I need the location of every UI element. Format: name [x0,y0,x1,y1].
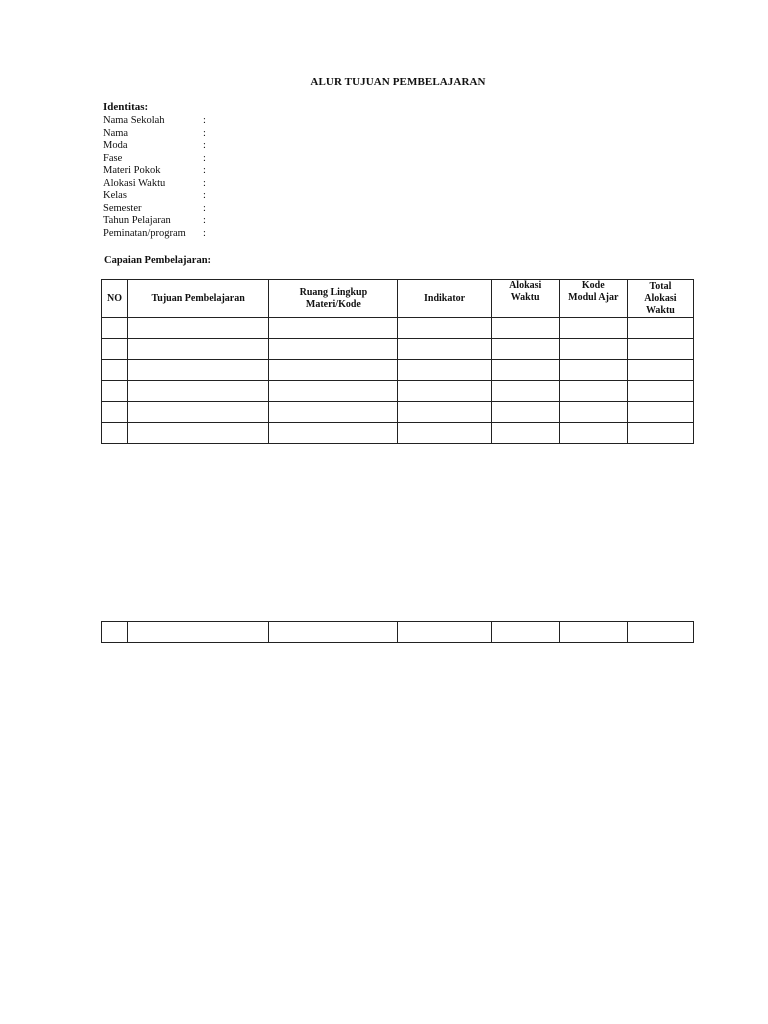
identity-colon: : [203,227,206,239]
continuation-table [101,621,694,643]
table-cell[interactable] [102,381,128,402]
table-cell[interactable] [102,339,128,360]
table-cell[interactable] [102,360,128,381]
table-cell[interactable] [128,381,269,402]
page-title: ALUR TUJUAN PEMBELAJARAN [310,76,486,88]
table-cell[interactable] [491,339,559,360]
header-line: Total [649,280,672,292]
header-no [102,280,128,318]
identity-colon: : [203,215,206,226]
header-tujuan-label: Tujuan Pembelajaran [151,292,245,304]
identity-heading: Identitas: [103,101,149,113]
header-line: Modul Ajar [568,292,619,303]
header-line: Alokasi [509,280,542,291]
identity-label: Alokasi Waktu [103,177,166,189]
table-row [102,339,694,360]
table-cell[interactable] [627,402,693,423]
header-total-alokasi [627,280,693,318]
table-cell[interactable] [491,423,559,444]
identity-colon: : [203,177,206,189]
header-kode-modul [559,280,627,318]
table-cell[interactable] [398,402,491,423]
table-row [102,360,694,381]
learning-objectives-table [101,279,694,444]
table-cell[interactable] [627,622,693,643]
table-cell[interactable] [269,318,398,339]
table-cell[interactable] [128,622,269,643]
table-cell[interactable] [627,318,693,339]
table-cell[interactable] [491,381,559,402]
table-cell[interactable] [559,360,627,381]
table-cell[interactable] [398,360,491,381]
table-cell[interactable] [491,402,559,423]
header-line: Ruang Lingkup [299,286,368,298]
table-row [102,402,694,423]
table-cell[interactable] [269,339,398,360]
identity-label: Tahun Pelajaran [103,215,171,226]
table-header-row [102,280,694,318]
header-alokasi-waktu [491,280,559,318]
table-cell[interactable] [102,423,128,444]
table-cell[interactable] [491,360,559,381]
identity-colon: : [203,165,206,176]
identity-label: Peminatan/program [103,227,186,239]
table-cell[interactable] [559,622,627,643]
table-cell[interactable] [128,423,269,444]
table-row [102,381,694,402]
header-line: Waktu [645,304,675,316]
table-cell[interactable] [102,622,128,643]
header-line: Materi/Kode [305,298,361,310]
table-cell[interactable] [102,318,128,339]
table-cell[interactable] [559,318,627,339]
identity-colon: : [203,190,206,201]
table-cell[interactable] [627,381,693,402]
table-cell[interactable] [491,318,559,339]
table-cell[interactable] [128,318,269,339]
identity-colon: : [203,115,206,126]
header-tujuan [128,280,269,318]
identity-label: Fase [103,152,123,164]
table-cell[interactable] [128,339,269,360]
table-cell[interactable] [627,339,693,360]
table-cell[interactable] [627,360,693,381]
table-cell[interactable] [559,423,627,444]
header-no-label: NO [107,292,123,304]
table-row [102,622,694,643]
identity-label: Nama [103,127,129,139]
table-cell[interactable] [398,423,491,444]
table-cell[interactable] [398,318,491,339]
capaian-heading: Capaian Pembelajaran: [104,255,212,266]
table-cell[interactable] [398,622,491,643]
identity-label: Nama Sekolah [103,115,165,126]
table-cell[interactable] [269,402,398,423]
identity-colon: : [203,127,206,139]
header-line: Alokasi [644,292,677,304]
table-cell[interactable] [128,402,269,423]
table-cell[interactable] [269,423,398,444]
table-row [102,318,694,339]
table-cell[interactable] [627,423,693,444]
table-cell[interactable] [102,402,128,423]
identity-label: Moda [103,140,128,151]
identity-label: Materi Pokok [103,165,161,176]
table-cell[interactable] [128,360,269,381]
table-cell[interactable] [491,622,559,643]
identity-label: Kelas [103,190,127,201]
table-cell[interactable] [269,360,398,381]
table-cell[interactable] [269,622,398,643]
table-cell[interactable] [559,402,627,423]
table-row [102,423,694,444]
header-indikator-label: Indikator [423,292,466,304]
header-line: Waktu [510,292,540,303]
identity-colon: : [203,140,206,151]
table-cell[interactable] [398,339,491,360]
header-indikator [398,280,491,318]
table-cell[interactable] [398,381,491,402]
header-ruang-lingkup [269,280,398,318]
header-line: Kode [581,280,605,291]
table-cell[interactable] [269,381,398,402]
identity-colon: : [203,152,206,164]
identity-label: Semester [103,202,142,214]
identity-colon: : [203,202,206,214]
table-cell[interactable] [559,381,627,402]
table-cell[interactable] [559,339,627,360]
